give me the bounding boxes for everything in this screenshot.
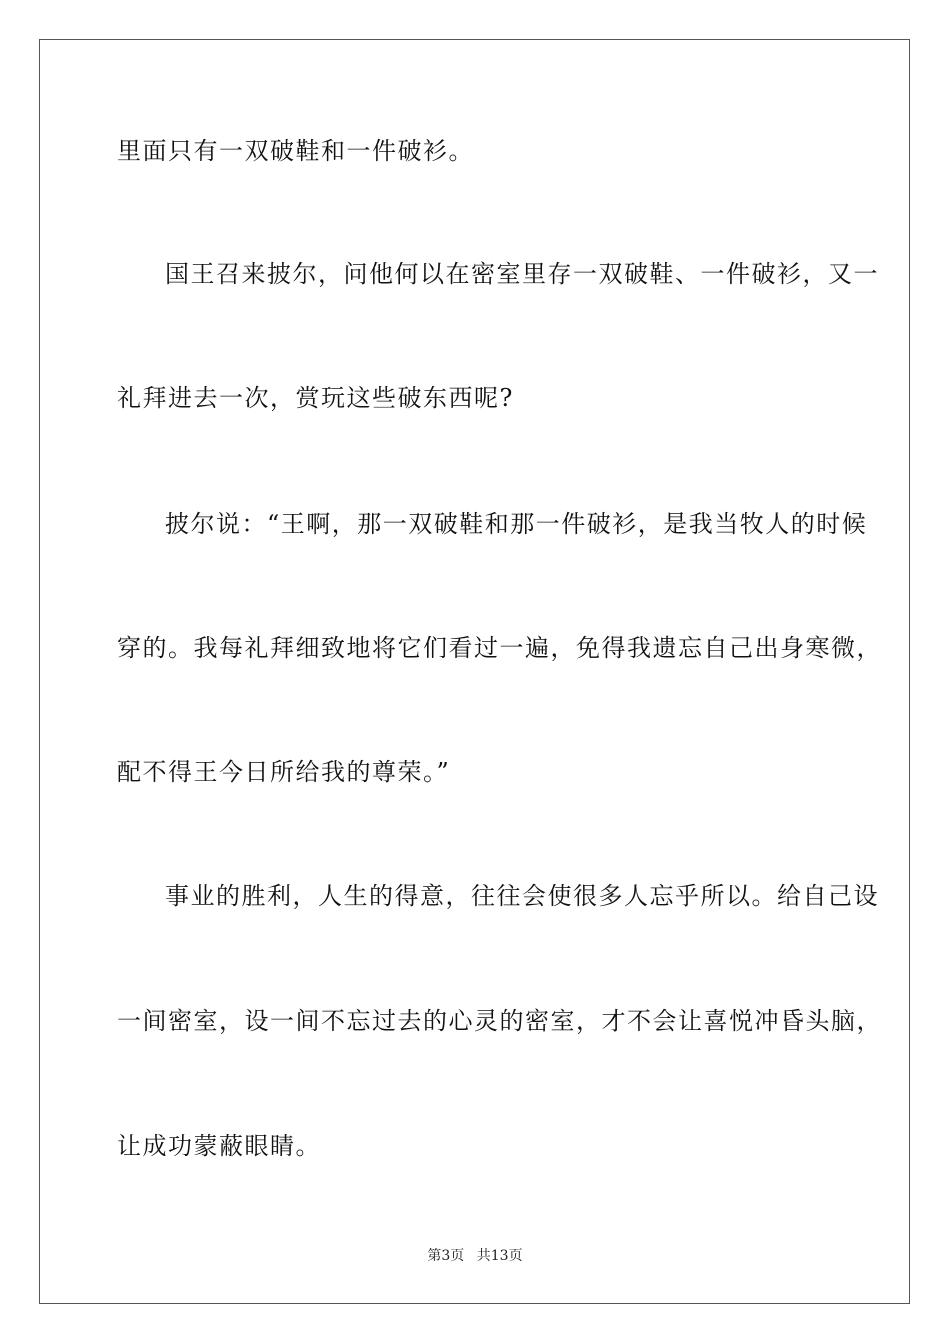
text-line: 让成功蒙蔽眼睛。 bbox=[117, 1132, 321, 1160]
page-frame bbox=[39, 39, 910, 1304]
text-line: 配不得王今日所给我的尊荣。” bbox=[117, 758, 451, 786]
text-line: 穿的。我每礼拜细致地将它们看过一遍，免得我遗忘自己出身寒微， bbox=[117, 634, 882, 662]
text-line: 一间密室，设一间不忘过去的心灵的密室，才不会让喜悦冲昏头脑， bbox=[117, 1007, 882, 1035]
text-line: 国王召来披尔，问他何以在密室里存一双破鞋、一件破衫，又一 bbox=[165, 260, 879, 288]
text-line: 礼拜进去一次，赏玩这些破东西呢? bbox=[117, 384, 514, 412]
text-line: 披尔说：“王啊，那一双破鞋和那一件破衫，是我当牧人的时候 bbox=[165, 510, 868, 538]
page-number: 第3页 bbox=[427, 1248, 465, 1264]
page-footer bbox=[0, 1247, 950, 1265]
text-line: 里面只有一双破鞋和一件破衫。 bbox=[117, 137, 474, 165]
text-line: 事业的胜利，人生的得意，往往会使很多人忘乎所以。给自己设 bbox=[165, 882, 879, 910]
page-total: 共13页 bbox=[476, 1248, 523, 1264]
